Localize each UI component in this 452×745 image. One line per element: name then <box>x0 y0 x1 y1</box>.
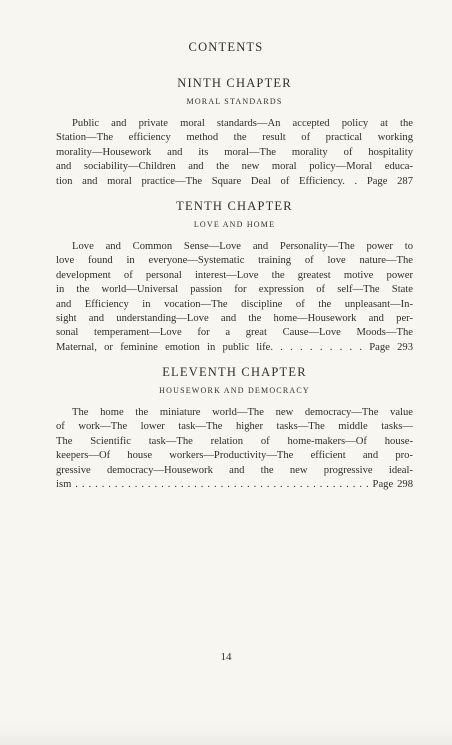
chapter-section-ninth <box>56 75 413 189</box>
summary-line: The home the miniature world—The new democracy—The value <box>72 407 413 418</box>
summary-line: sight and understanding—Love and the home—Housework and per- <box>56 313 413 325</box>
summary-line: morality—Housework and its moral—The morality of hospitality <box>56 146 413 158</box>
chapter-subtitle: MORAL STANDARDS <box>186 97 283 106</box>
page-edge-shadow <box>0 725 452 745</box>
summary-line: development of personal interest—Love the greatest motive power <box>56 269 413 281</box>
chapter-summary <box>56 117 413 189</box>
chapter-title: TENTH CHAPTER <box>176 199 293 213</box>
contents-heading: CONTENTS <box>188 40 264 54</box>
chapter-summary <box>56 240 413 355</box>
chapter-title: ELEVENTH CHAPTER <box>162 365 307 379</box>
chapter-section-eleventh <box>56 364 413 492</box>
summary-line: ism . . . . . . . . . . . . . . . . . . . . . . . . . . . . . . . . . . . . . . . . . . . . . Page 298 <box>56 479 413 491</box>
summary-line: The Scientific task—The relation of home-makers—Of house- <box>56 435 413 447</box>
chapter-subtitle: LOVE AND HOME <box>193 220 276 229</box>
summary-line: and sociability—Children and the new moral policy—Moral educa- <box>56 161 413 173</box>
summary-line: of work—The lower task—The higher tasks—The middle tasks— <box>56 421 413 433</box>
chapter-title: NINTH CHAPTER <box>177 76 292 90</box>
summary-line: tion and moral practice—The Square Deal of Efficiency. . Page 287 <box>56 175 413 187</box>
summary-line: love found in everyone—Systematic training of love nature—The <box>56 255 413 267</box>
summary-line: gressive democracy—Housework and the new progressive ideal- <box>56 464 413 476</box>
chapter-subtitle: HOUSEWORK AND DEMOCRACY <box>159 386 310 395</box>
summary-line: keepers—Of house workers—Productivity—The efficient and pro- <box>56 450 413 462</box>
summary-line: and Efficiency in vocation—The discipline of the unpleasant—In- <box>56 298 413 310</box>
summary-line: Station—The efficiency method the result of practical working <box>56 132 413 144</box>
summary-line: in the world—Universal passion for expression of self—The State <box>56 284 413 296</box>
summary-line: sonal temperament—Love for a great Cause—Love Moods—The <box>56 327 413 339</box>
summary-line: Love and Common Sense—Love and Personality—The power to <box>72 241 413 252</box>
chapter-summary <box>56 406 413 492</box>
chapter-section-tenth <box>56 198 413 355</box>
summary-line: Maternal, or feminine emotion in public life. . . . . . . . . . Page 293 <box>56 341 413 353</box>
summary-line: Public and private moral standards—An accepted policy at the <box>72 118 413 129</box>
page-number: 14 <box>220 651 232 663</box>
